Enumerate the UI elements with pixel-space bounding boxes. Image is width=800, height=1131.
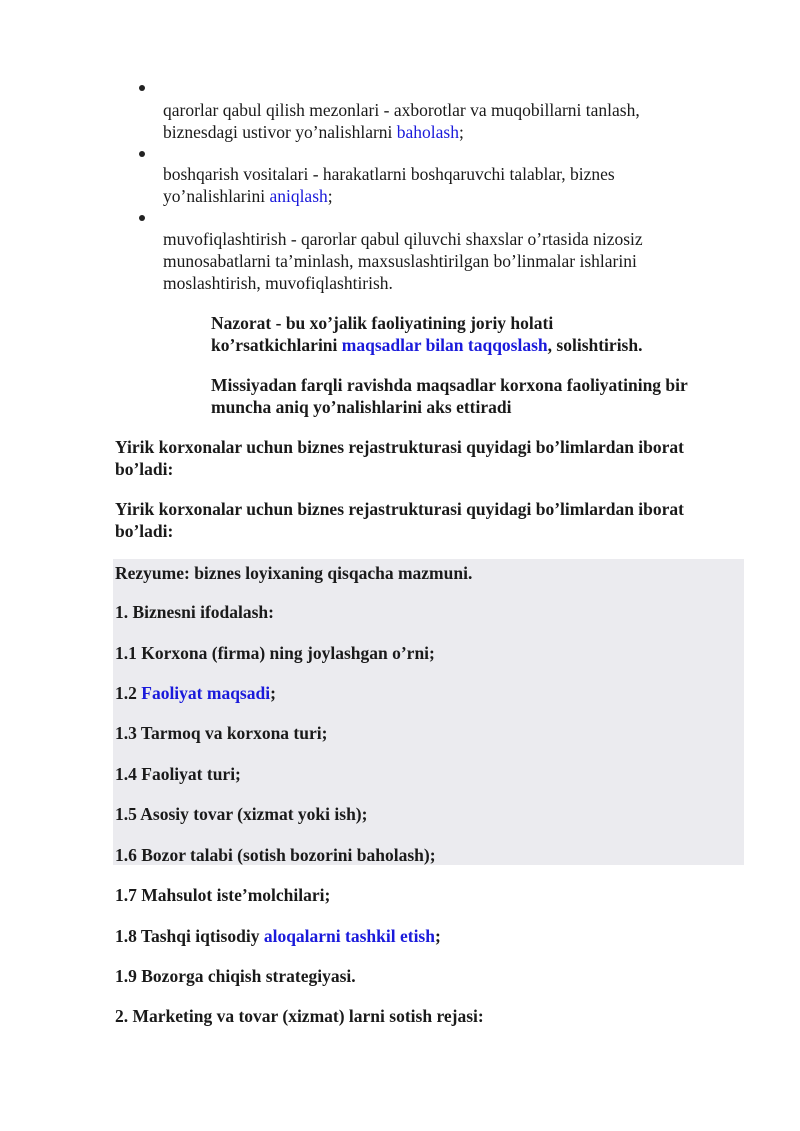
section-1-heading: 1. Biznesni ifodalash: (115, 602, 274, 622)
maqsadlar-link[interactable]: maqsadlar bilan taqqoslash (341, 335, 548, 355)
nazorat-line (211, 334, 751, 356)
bullet-line: munosabatlarni ta’minlash, maxsuslashtirilgan bo’linmalar ishlarini (163, 251, 637, 271)
item-1-4: 1.4 Faoliyat turi; (115, 764, 241, 784)
yirik-paragraph (115, 436, 745, 480)
bullet-line-suffix: ; (459, 122, 464, 142)
item-1-3: 1.3 Tarmoq va korxona turi; (115, 723, 328, 743)
aloqalarni-link[interactable]: aloqalarni tashkil etish (263, 926, 435, 946)
bullet-icon (139, 85, 145, 91)
missiya-line: muncha aniq yo’nalishlarini aks ettiradi (211, 397, 512, 417)
bullet-line: moslashtirish, muvofiqlashtirish. (163, 273, 393, 293)
bullet-text (163, 99, 703, 143)
bullet-line: muvofiqlashtirish - qarorlar qabul qiluvchi shaxslar o’rtasida nizosiz (163, 229, 643, 249)
rezyume-item: Rezyume: biznes loyixaning qisqacha mazmuni. (115, 563, 473, 583)
yirik-paragraph-repeat (115, 498, 745, 542)
yirik-line: bo’ladi: (115, 521, 174, 541)
missiya-line: Missiyadan farqli ravishda maqsadlar korxona faoliyatining bir (211, 375, 688, 395)
item-1-2 (115, 682, 745, 704)
nazorat-line: Nazorat - bu xo’jalik faoliyatining joriy holati (211, 313, 554, 333)
yirik-line: Yirik korxonalar uchun biznes rejastrukturasi quyidagi bo’limlardan iborat (115, 437, 684, 457)
bullet-line-suffix: ; (327, 186, 333, 206)
yirik-line: Yirik korxonalar uchun biznes rejastrukturasi quyidagi bo’limlardan iborat (115, 499, 684, 519)
nazorat-paragraph (211, 312, 751, 356)
bullet-text (163, 228, 703, 294)
item-1-6: 1.6 Bozor talabi (sotish bozorini baholash); (115, 845, 436, 865)
faoliyat-maqsadi-link[interactable]: Faoliyat maqsadi (141, 683, 271, 703)
item-1-2-suffix: ; (270, 683, 276, 703)
bullet-icon (139, 151, 145, 157)
nazorat-prefix: ko’rsatkichlarini (211, 335, 342, 355)
item-1-2-prefix: 1.2 (115, 683, 142, 703)
yirik-line: bo’ladi: (115, 459, 174, 479)
bullet-text (163, 163, 703, 207)
bullet-line: qarorlar qabul qilish mezonlari - axborotlar va muqobillarni tanlash, (163, 100, 640, 120)
baholash-link[interactable]: baholash (396, 122, 459, 142)
section-2-heading: 2. Marketing va tovar (xizmat) larni sotish rejasi: (115, 1006, 484, 1026)
item-1-8-suffix: ; (434, 926, 441, 946)
item-1-9: 1.9 Bozorga chiqish strategiyasi. (115, 966, 356, 986)
item-1-8-prefix: 1.8 Tashqi iqtisodiy (115, 926, 264, 946)
bullet-icon (139, 215, 145, 221)
bullet-line (163, 121, 703, 143)
nazorat-suffix: , solishtirish. (547, 335, 643, 355)
item-1-7: 1.7 Mahsulot iste’molchilari; (115, 885, 331, 905)
bullet-line-prefix: biznesdagi ustivor yo’nalishlarni (163, 122, 397, 142)
item-1-8 (115, 925, 745, 947)
bullet-line-prefix: yo’nalishlarini (163, 186, 270, 206)
item-1-5: 1.5 Asosiy tovar (xizmat yoki ish); (115, 804, 368, 824)
bullet-line (163, 185, 703, 207)
aniqlash-link[interactable]: aniqlash (269, 186, 328, 206)
bullet-line: boshqarish vositalari - harakatlarni boshqaruvchi talablar, biznes (163, 164, 615, 184)
missiya-paragraph (211, 374, 751, 418)
item-1-1: 1.1 Korxona (firma) ning joylashgan o’rni; (115, 643, 435, 663)
